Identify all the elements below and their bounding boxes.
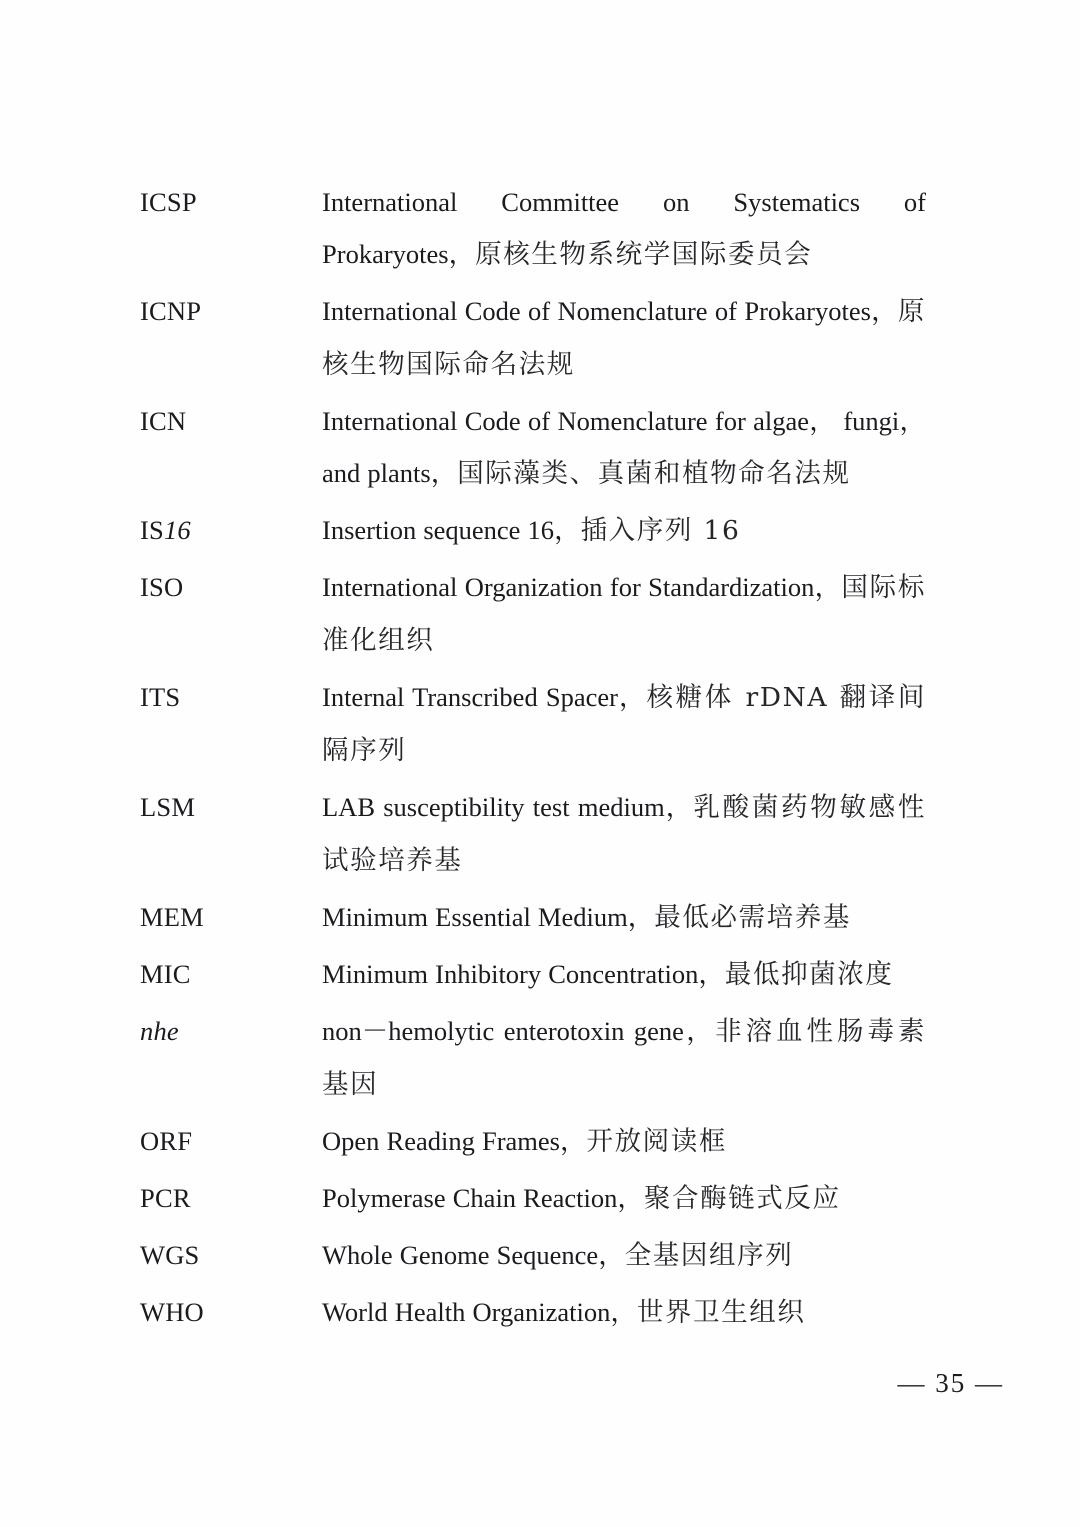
- term-upright-part: ITS: [140, 682, 181, 712]
- glossary-definition: [322, 176, 926, 281]
- glossary-term: [140, 948, 322, 1000]
- term-upright-part: IS: [140, 515, 164, 545]
- glossary-definition: [322, 395, 926, 500]
- glossary-term: [140, 285, 322, 337]
- glossary-term: [140, 504, 322, 556]
- glossary-entry: [140, 504, 926, 557]
- definition-separator: ，: [814, 572, 842, 602]
- glossary-term: [140, 671, 322, 723]
- glossary-term: [140, 1286, 322, 1338]
- definition-separator: ，: [430, 458, 458, 488]
- glossary-term: [140, 891, 322, 943]
- definition-english: Minimum Inhibitory Concentration: [322, 959, 699, 989]
- term-upright-part: PCR: [140, 1183, 191, 1213]
- definition-english: Whole Genome Sequence: [322, 1240, 599, 1270]
- definition-chinese: 世界卫生组织: [636, 1297, 806, 1328]
- glossary-definition: [322, 1286, 926, 1339]
- definition-chinese: 非溶血性肠毒素基因: [322, 1016, 927, 1100]
- definition-chinese: 国际标准化组织: [322, 572, 927, 656]
- definition-separator: ，: [448, 239, 476, 269]
- glossary-definition: [322, 1005, 926, 1111]
- glossary-entry: [140, 781, 926, 887]
- definition-english: International Organization for Standardization: [322, 572, 815, 602]
- glossary-definition: [322, 781, 926, 887]
- glossary-entry: [140, 948, 926, 1001]
- glossary-entry: [140, 285, 926, 391]
- glossary-definition: [322, 671, 926, 777]
- glossary-entry: [140, 561, 926, 667]
- definition-chinese: 最低必需培养基: [654, 902, 851, 933]
- definition-separator: ，: [617, 1183, 644, 1213]
- definition-english: World Health Organization: [322, 1297, 611, 1327]
- definition-chinese: 最低抑菌浓度: [724, 959, 894, 990]
- definition-separator: ，: [664, 792, 694, 822]
- glossary-term: [140, 561, 322, 613]
- definition-english: LAB susceptibility test medium: [322, 792, 665, 822]
- definition-separator: ，: [698, 959, 725, 989]
- glossary-entry: [140, 1005, 926, 1111]
- definition-english: Insertion sequence 16: [322, 515, 555, 545]
- definition-separator: ，: [683, 1016, 716, 1046]
- definition-chinese: 全基因组序列: [624, 1240, 794, 1271]
- term-upright-part: ICN: [140, 406, 187, 436]
- definition-separator: ，: [617, 682, 647, 712]
- definition-chinese: 原核生物系统学国际委员会: [475, 239, 813, 270]
- glossary-term: [140, 1229, 322, 1281]
- glossary-definition: [322, 504, 926, 557]
- definition-english: International Committee on Systematics of Prokaryotes: [322, 187, 926, 269]
- glossary-entry: [140, 395, 926, 500]
- glossary-definition: [322, 561, 926, 667]
- glossary-term: [140, 1005, 322, 1057]
- definition-separator: ，: [870, 296, 898, 326]
- glossary-definition: [322, 948, 926, 1001]
- definition-separator: ，: [559, 1126, 587, 1156]
- definition-english: International Code of Nomenclature for algae， fungi， and plants: [322, 406, 926, 488]
- glossary-term: [140, 1172, 322, 1224]
- definition-separator: ，: [554, 515, 581, 545]
- definition-separator: ，: [627, 902, 655, 932]
- glossary-entry: [140, 671, 926, 777]
- definition-english: International Code of Nomenclature of Prokaryotes: [322, 296, 871, 326]
- glossary-term: [140, 1115, 322, 1167]
- term-italic-part: 16: [163, 515, 191, 545]
- glossary-definition: [322, 285, 926, 391]
- definition-english: Polymerase Chain Reaction: [322, 1183, 618, 1213]
- term-upright-part: MEM: [140, 902, 204, 932]
- term-upright-part: WGS: [140, 1240, 200, 1270]
- glossary-term: [140, 395, 322, 447]
- definition-english: Internal Transcribed Spacer: [322, 682, 618, 712]
- page-number: — 35 —: [897, 1368, 1004, 1398]
- abbreviation-glossary-list: [140, 176, 926, 1343]
- glossary-entry: [140, 1115, 926, 1168]
- definition-chinese: 插入序列 16: [580, 515, 741, 546]
- glossary-definition: [322, 1115, 926, 1168]
- definition-chinese: 核糖体 rDNA 翻译间隔序列: [322, 682, 927, 766]
- glossary-entry: [140, 891, 926, 944]
- definition-separator: ，: [610, 1297, 637, 1327]
- glossary-term: [140, 781, 322, 833]
- glossary-term: [140, 176, 322, 228]
- glossary-definition: [322, 891, 926, 944]
- term-upright-part: ORF: [140, 1126, 193, 1156]
- definition-chinese: 原核生物国际命名法规: [322, 296, 926, 380]
- glossary-entry: [140, 1172, 926, 1225]
- glossary-entry: [140, 176, 926, 281]
- term-upright-part: ICSP: [140, 187, 197, 217]
- term-upright-part: ICNP: [140, 296, 202, 326]
- term-upright-part: LSM: [140, 792, 196, 822]
- definition-chinese: 国际藻类、真菌和植物命名法规: [457, 458, 851, 489]
- glossary-entry: [140, 1286, 926, 1339]
- definition-chinese: 聚合酶链式反应: [643, 1183, 841, 1214]
- glossary-entry: [140, 1229, 926, 1282]
- definition-separator: ，: [598, 1240, 625, 1270]
- definition-english: Open Reading Frames: [322, 1126, 560, 1156]
- definition-english: non－hemolytic enterotoxin gene: [322, 1016, 684, 1046]
- term-italic-part: nhe: [140, 1016, 179, 1046]
- term-upright-part: ISO: [140, 572, 184, 602]
- definition-chinese: 乳酸菌药物敏感性试验培养基: [322, 792, 926, 876]
- term-upright-part: MIC: [140, 959, 191, 989]
- term-upright-part: WHO: [140, 1297, 204, 1327]
- definition-chinese: 开放阅读框: [586, 1126, 727, 1157]
- definition-english: Minimum Essential Medium: [322, 902, 628, 932]
- glossary-definition: [322, 1172, 926, 1225]
- glossary-definition: [322, 1229, 926, 1282]
